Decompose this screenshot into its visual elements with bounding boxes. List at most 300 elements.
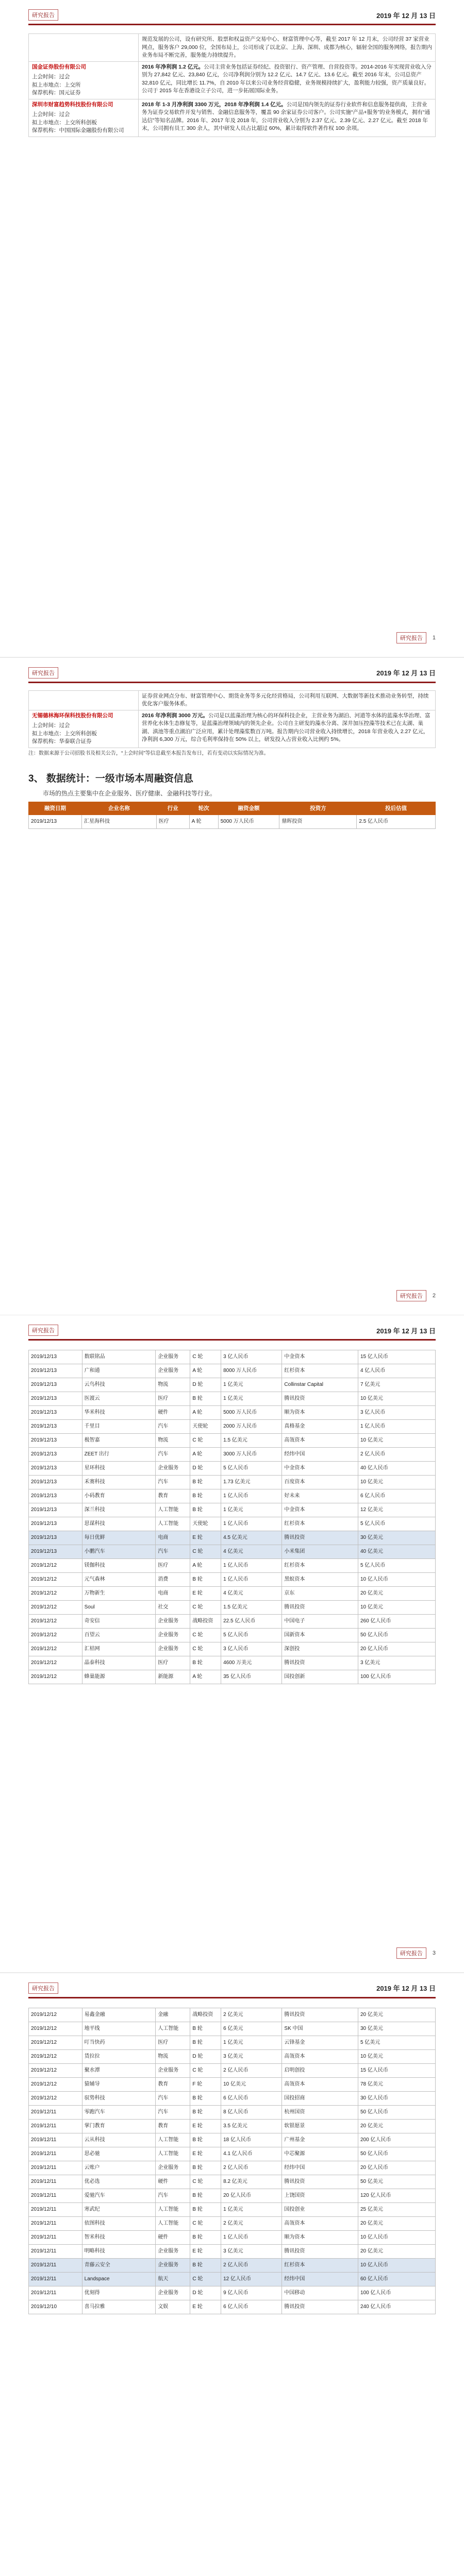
cell-round: A 轮 [190, 1670, 221, 1684]
table-row [29, 2008, 436, 2022]
cell-industry: 人工智能 [156, 2147, 190, 2161]
cell-industry: 企业服务 [156, 1350, 190, 1364]
cell-company: 万物新生 [82, 1587, 156, 1601]
company-desc-cell [139, 690, 436, 710]
page-header [28, 6, 436, 25]
cell-valuation: 20 亿人民币 [358, 1642, 435, 1656]
cell-amount: 3.5 亿美元 [221, 2119, 282, 2133]
cell-valuation: 5 亿人民币 [358, 1559, 435, 1573]
desc-highlight: 2016 年净利润 1.2 亿元。 [142, 63, 204, 70]
company-name: 国金证券股份有限公司 [32, 63, 86, 70]
cell-investor: 百度资本 [282, 1476, 358, 1489]
cell-date: 2019/12/13 [29, 1420, 82, 1434]
cell-date: 2019/12/12 [29, 2036, 82, 2049]
cell-investor: 红杉资本 [282, 1364, 358, 1378]
table-header-row [29, 802, 436, 815]
table-row [29, 1670, 436, 1684]
cell-investor: 高瓴资本 [282, 2049, 358, 2063]
cell-date: 2019/12/11 [29, 2230, 82, 2244]
desc-text: 规范发展的公司，设有研究所、股票和权益资产交易中心、财富管理中心等，截至 2017 年 12 月末，公司经营 37 家营业网点，服务客户 29,000 位， [142, 36, 429, 50]
cell-industry: 电商 [156, 1587, 190, 1601]
company-info-cell [29, 690, 139, 710]
cell-date: 2019/12/12 [29, 2063, 82, 2077]
cell-amount: 22.5 亿人民币 [221, 1615, 282, 1629]
cell-valuation: 25 亿美元 [358, 2202, 435, 2216]
cell-investor: 红杉资本 [282, 2258, 358, 2272]
column-header: 行业 [156, 802, 189, 815]
page-number: 3 [432, 1950, 436, 1956]
cell-investor: 真格基金 [282, 1420, 358, 1434]
cell-amount: 1 亿人民币 [221, 2230, 282, 2244]
desc-text: 公司是国内领先的证券行业软件和信息服务提供商，主营业务为证券交易软件开发与销售、金融信息服务等，覆盖 90 余家证券公司客户。 [142, 101, 427, 115]
cell-amount: 1.5 亿美元 [221, 1434, 282, 1448]
cell-investor: 腾讯投资 [282, 1601, 358, 1615]
cell-company: 聚水潭 [82, 2063, 156, 2077]
cell-company: 掌门教育 [82, 2119, 156, 2133]
cell-valuation: 10 亿人民币 [358, 1573, 435, 1587]
desc-highlight: 2018 年 1-3 月净利润 3300 万元，2018 年净利润 1.4 亿元。 [142, 101, 287, 108]
page-number: 1 [432, 635, 436, 641]
company-meta: 保荐机构：华泰联合证券 [32, 738, 92, 744]
table-row [29, 2049, 436, 2063]
cell-industry: 物流 [156, 1434, 190, 1448]
report-logo: 研究报告 [28, 9, 58, 21]
cell-round: B 轮 [190, 2133, 221, 2147]
table-row [29, 1420, 436, 1434]
cell-valuation: 50 亿人民币 [358, 2147, 435, 2161]
cell-amount: 4 亿美元 [221, 1545, 282, 1559]
cell-round: B 轮 [190, 1573, 221, 1587]
ipo-company-table [28, 690, 436, 748]
cell-valuation: 10 亿美元 [358, 1476, 435, 1489]
company-info-cell [29, 710, 139, 748]
cell-round: A 轮 [190, 1406, 221, 1420]
cell-amount: 8 亿人民币 [221, 2105, 282, 2119]
cell-amount: 12 亿人民币 [221, 2272, 282, 2286]
cell-amount: 3000 万人民币 [221, 1448, 282, 1462]
cell-investor: 国投创新 [282, 1670, 358, 1684]
cell-amount: 4 亿美元 [221, 1587, 282, 1601]
cell-investor: 中国移动 [282, 2286, 358, 2300]
table-row [29, 2077, 436, 2091]
cell-investor: SK 中国 [282, 2022, 358, 2036]
cell-industry: 文娱 [156, 2300, 190, 2314]
cell-valuation: 30 亿美元 [358, 2022, 435, 2036]
cell-valuation: 10 亿美元 [358, 1434, 435, 1448]
table-row [29, 2133, 436, 2147]
cell-industry: 企业服务 [156, 2063, 190, 2077]
cell-date: 2019/12/11 [29, 2189, 82, 2202]
column-header: 融资日期 [29, 802, 82, 815]
report-date: 2019 年 12 月 13 日 [376, 1985, 436, 1992]
cell-round: E 轮 [190, 1531, 221, 1545]
cell-valuation: 5 亿美元 [358, 2036, 435, 2049]
cell-amount: 20 亿人民币 [221, 2189, 282, 2202]
table-row [29, 1406, 436, 1420]
table-row [29, 1462, 436, 1476]
cell-date: 2019/12/12 [29, 2077, 82, 2091]
cell-investor: 腾讯投资 [282, 1392, 358, 1406]
page-header [28, 664, 436, 683]
cell-company: 汇桔网 [82, 1642, 156, 1656]
table-row [29, 2091, 436, 2105]
company-meta: 上会时间：过会 [32, 722, 70, 728]
cell-investor: 广州基金 [282, 2133, 358, 2147]
cell-industry: 汽车 [156, 2091, 190, 2105]
cell-industry: 电商 [156, 1531, 190, 1545]
desc-text: 报告期内业务布局不断完善，服务能力持续提升。 [142, 44, 432, 58]
cell-valuation: 100 亿人民币 [358, 2286, 435, 2300]
company-desc-cell [139, 34, 436, 62]
table-row [29, 2216, 436, 2230]
cell-round: B 轮 [190, 2189, 221, 2202]
cell-valuation: 50 亿美元 [358, 2175, 435, 2189]
cell-investor: 上饶国资 [282, 2189, 358, 2202]
cell-round: C 轮 [190, 2175, 221, 2189]
company-name: 无锡德林海环保科技股份有限公司 [32, 712, 113, 719]
cell-company: 明略科技 [82, 2244, 156, 2258]
cell-valuation: 10 亿美元 [358, 1392, 435, 1406]
table-row [29, 1615, 436, 1629]
cell-valuation: 3 亿人民币 [358, 1406, 435, 1420]
cell-date: 2019/12/12 [29, 1670, 82, 1684]
cell-industry: 企业服务 [156, 1642, 190, 1656]
cell-investor: 红杉资本 [282, 1559, 358, 1573]
report-logo: 研究报告 [28, 1325, 58, 1336]
cell-valuation: 10 亿美元 [358, 1601, 435, 1615]
desc-text: 公司自主研发的藻水分离、深井加压控藻等技术已在太湖、巢湖、滇池等重点湖泊广泛应用，累计处理藻浆数百万吨。 [142, 720, 423, 735]
table-row [29, 2063, 436, 2077]
table-container [28, 2008, 436, 2314]
cell-valuation: 20 亿人民币 [358, 2161, 435, 2175]
cell-date: 2019/12/13 [29, 1406, 82, 1420]
cell-date: 2019/12/10 [29, 2300, 82, 2314]
cell-industry: 新能源 [156, 1670, 190, 1684]
desc-highlight: 2016 年净利润 3000 万元。 [142, 712, 208, 719]
cell-industry: 企业服务 [156, 1629, 190, 1642]
cell-industry: 硬件 [156, 1406, 190, 1420]
cell-date: 2019/12/12 [29, 1587, 82, 1601]
cell-industry: 教育 [156, 2077, 190, 2091]
column-header: 轮次 [189, 802, 218, 815]
cell-investor: 京东 [282, 1587, 358, 1601]
cell-investor: 黑蚁资本 [282, 1573, 358, 1587]
report-logo: 研究报告 [28, 1982, 58, 1994]
company-row [29, 61, 436, 99]
cell-amount: 2 亿人民币 [221, 2258, 282, 2272]
cell-round: 天使轮 [190, 1420, 221, 1434]
cell-valuation: 10 亿人民币 [358, 2258, 435, 2272]
cell-valuation: 4 亿人民币 [358, 1364, 435, 1378]
cell-company: 晶泰科技 [82, 1656, 156, 1670]
cell-date: 2019/12/11 [29, 2272, 82, 2286]
cell-industry: 人工智能 [156, 1517, 190, 1531]
cell-investor: 好未来 [282, 1489, 358, 1503]
cell-date: 2019/12/11 [29, 2175, 82, 2189]
cell-investor: 云锋基金 [282, 2036, 358, 2049]
cell-valuation: 260 亿人民币 [358, 1615, 435, 1629]
cell-round: A 轮 [189, 815, 218, 828]
cell-investor: 顺为资本 [282, 1406, 358, 1420]
cell-investor: 国投招商 [282, 2091, 358, 2105]
cell-investor: 中金资本 [282, 1462, 358, 1476]
table-row [29, 2147, 436, 2161]
company-meta: 上会时间：过会 [32, 111, 70, 117]
cell-industry: 物流 [156, 1378, 190, 1392]
cell-date: 2019/12/12 [29, 1573, 82, 1587]
table-row [29, 2175, 436, 2189]
cell-date: 2019/12/13 [29, 1476, 82, 1489]
desc-text: 公司利用互联网、大数据等新技术推动业务转型，持续优化客户服务体系。 [142, 692, 429, 707]
cell-amount: 1 亿人民币 [221, 1517, 282, 1531]
cell-industry: 汽车 [156, 1448, 190, 1462]
cell-amount: 6 亿美元 [221, 2022, 282, 2036]
cell-investor: 中国电子 [282, 1615, 358, 1629]
company-desc-cell [139, 710, 436, 748]
cell-round: B 轮 [190, 1656, 221, 1670]
cell-company: 地平线 [82, 2022, 156, 2036]
cell-company: 思谋科技 [82, 1517, 156, 1531]
cell-date: 2019/12/11 [29, 2202, 82, 2216]
cell-valuation: 78 亿美元 [358, 2077, 435, 2091]
cell-company: 奇安信 [82, 1615, 156, 1629]
cell-investor: Collinstar Capital [282, 1378, 358, 1392]
cell-company: 禾赛科技 [82, 1476, 156, 1489]
cell-company: 汇星海科技 [82, 815, 157, 828]
company-meta: 保荐机构：中国国际金融股份有限公司 [32, 127, 124, 133]
financing-table [28, 2008, 436, 2314]
cell-company: 青藤云安全 [82, 2258, 156, 2272]
cell-industry: 医疗 [156, 1392, 190, 1406]
cell-round: B 轮 [190, 2230, 221, 2244]
cell-date: 2019/12/13 [29, 1392, 82, 1406]
cell-industry: 航天 [156, 2272, 190, 2286]
cell-company: 云账户 [82, 2161, 156, 2175]
cell-industry: 人工智能 [156, 1503, 190, 1517]
cell-amount: 2 亿人民币 [221, 2063, 282, 2077]
cell-round: B 轮 [190, 1489, 221, 1503]
table-row [29, 815, 436, 828]
cell-round: C 轮 [190, 1434, 221, 1448]
cell-company: Landspace [82, 2272, 156, 2286]
cell-company: 极智嘉 [82, 1434, 156, 1448]
table-row [29, 2230, 436, 2244]
company-row [29, 34, 436, 62]
table-row [29, 2161, 436, 2175]
table-row [29, 2036, 436, 2049]
cell-company: 思必驰 [82, 2147, 156, 2161]
cell-industry: 硬件 [156, 2230, 190, 2244]
desc-text: 证券营业网点分布、财富管理中心、期货业务等多元化经营格局， [142, 692, 299, 699]
table-row [29, 1392, 436, 1406]
table-row [29, 1448, 436, 1462]
cell-investor: 小米集团 [282, 1545, 358, 1559]
cell-round: B 轮 [190, 2105, 221, 2119]
cell-valuation: 50 亿人民币 [358, 1629, 435, 1642]
cell-investor: 腾讯投资 [282, 1531, 358, 1545]
cell-amount: 18 亿人民币 [221, 2133, 282, 2147]
cell-industry: 企业服务 [156, 2258, 190, 2272]
cell-round: B 轮 [190, 2036, 221, 2049]
cell-date: 2019/12/13 [29, 1462, 82, 1476]
cell-date: 2019/12/11 [29, 2258, 82, 2272]
cell-investor: 腾讯投资 [282, 1656, 358, 1670]
cell-round: B 轮 [190, 1503, 221, 1517]
desc-text: 公司主营业务包括证券经纪、投资银行、资产管理、自营投资等。2014-2016 年实现营业收入分别为 27,842 亿元、23,840 亿元，公司净利润分别为 12.2 亿元、14.7 亿元、13.6 亿元。 [142, 63, 432, 78]
cell-date: 2019/12/13 [29, 1364, 82, 1378]
cell-valuation: 50 亿人民币 [358, 2105, 435, 2119]
cell-company: 华米科技 [82, 1406, 156, 1420]
cell-round: B 轮 [190, 1476, 221, 1489]
cell-valuation: 10 亿美元 [358, 2049, 435, 2063]
cell-company: 优刻得 [82, 2286, 156, 2300]
cell-round: C 轮 [190, 2216, 221, 2230]
cell-valuation: 120 亿人民币 [358, 2189, 435, 2202]
desc-text: 报告期内公司营业收入持续增长，2018 年营业收入 2.27 亿元，净利润 6,300 万元，综合毛利率保持在 50% 以上，研发投入占营业收入比例约 5%。 [142, 728, 429, 742]
company-meta: 拟上市地点：上交所科创板 [32, 119, 97, 126]
cell-date: 2019/12/12 [29, 1615, 82, 1629]
cell-company: 数联铭品 [82, 1350, 156, 1364]
cell-amount: 5000 万人民币 [221, 1406, 282, 1420]
footer-logo: 研究报告 [396, 632, 426, 643]
cell-amount: 4600 万美元 [221, 1656, 282, 1670]
cell-date: 2019/12/12 [29, 1656, 82, 1670]
cell-industry: 企业服务 [156, 1462, 190, 1476]
cell-company: 广和通 [82, 1364, 156, 1378]
cell-company: 爱驰汽车 [82, 2189, 156, 2202]
cell-investor: 腾讯投资 [282, 2244, 358, 2258]
cell-company: 喜马拉雅 [82, 2300, 156, 2314]
cell-valuation: 10 亿人民币 [358, 2230, 435, 2244]
cell-round: E 轮 [190, 2119, 221, 2133]
cell-date: 2019/12/12 [29, 2008, 82, 2022]
table-row [29, 1364, 436, 1378]
desc-text: 全国布局上，公司形成了以北京、上海、深圳、成都为核心，辐射全国的服务网络， [210, 44, 410, 50]
cell-industry: 汽车 [156, 2105, 190, 2119]
table-row [29, 2272, 436, 2286]
cell-amount: 3 亿人民币 [221, 1350, 282, 1364]
cell-amount: 2 亿人民币 [221, 2161, 282, 2175]
cell-investor: 中金资本 [282, 1503, 358, 1517]
cell-investor: 启明创投 [282, 2063, 358, 2077]
cell-date: 2019/12/11 [29, 2119, 82, 2133]
company-name: 深圳市财富趋势科技股份有限公司 [32, 101, 113, 108]
cell-industry: 企业服务 [156, 1364, 190, 1378]
cell-amount: 35 亿人民币 [221, 1670, 282, 1684]
cell-round: D 轮 [190, 2286, 221, 2300]
cell-date: 2019/12/13 [29, 1545, 82, 1559]
cell-amount: 9 亿人民币 [221, 2286, 282, 2300]
cell-investor: 经纬中国 [282, 2161, 358, 2175]
table-row [29, 1378, 436, 1392]
table-row [29, 1601, 436, 1615]
cell-company: 元气森林 [82, 1573, 156, 1587]
cell-investor: 经纬中国 [282, 1448, 358, 1462]
cell-round: E 轮 [190, 2244, 221, 2258]
cell-industry: 医疗 [156, 815, 189, 828]
cell-valuation: 20 亿美元 [358, 2244, 435, 2258]
cell-valuation: 30 亿人民币 [358, 2091, 435, 2105]
company-desc-cell [139, 61, 436, 99]
cell-round: C 轮 [190, 1350, 221, 1364]
cell-round: C 轮 [190, 1642, 221, 1656]
cell-round: B 轮 [190, 2022, 221, 2036]
cell-company: 小鹏汽车 [82, 1545, 156, 1559]
cell-valuation: 15 亿人民币 [358, 1350, 435, 1364]
cell-valuation: 7 亿美元 [358, 1378, 435, 1392]
cell-amount: 5 亿人民币 [221, 1629, 282, 1642]
cell-industry: 金融 [156, 2008, 190, 2022]
report-date: 2019 年 12 月 13 日 [376, 11, 436, 20]
cell-valuation: 12 亿美元 [358, 1503, 435, 1517]
cell-round: B 轮 [190, 2258, 221, 2272]
cell-investor: 中金资本 [282, 1350, 358, 1364]
table-row [29, 1642, 436, 1656]
financing-table [28, 802, 436, 829]
cell-round: A 轮 [190, 1559, 221, 1573]
cell-amount: 1 亿美元 [221, 1378, 282, 1392]
cell-date: 2019/12/13 [29, 1531, 82, 1545]
table-row [29, 1559, 436, 1573]
company-row [29, 710, 436, 748]
company-meta: 上会时间：过会 [32, 74, 70, 80]
cell-company: 云从科技 [82, 2133, 156, 2147]
report-page [0, 658, 464, 1315]
cell-round: B 轮 [190, 1392, 221, 1406]
cell-round: D 轮 [190, 1462, 221, 1476]
cell-industry: 企业服务 [156, 2161, 190, 2175]
table-container [28, 1350, 436, 1684]
table-row [29, 2244, 436, 2258]
cell-amount: 5 亿人民币 [221, 1462, 282, 1476]
cell-industry: 医疗 [156, 1656, 190, 1670]
cell-company: 百望云 [82, 1629, 156, 1642]
cell-date: 2019/12/12 [29, 1601, 82, 1615]
cell-industry: 人工智能 [156, 2216, 190, 2230]
cell-industry: 医疗 [156, 1559, 190, 1573]
cell-valuation: 200 亿人民币 [358, 2133, 435, 2147]
cell-date: 2019/12/13 [29, 1350, 82, 1364]
financing-table [28, 1350, 436, 1684]
cell-investor: 顺为资本 [282, 2230, 358, 2244]
cell-investor: 杭州国资 [282, 2105, 358, 2119]
desc-text: 公司实施“产品+服务”的业务模式，拥有“通达信”等知名品牌。2016 年、2017 年及 2018 年，公司营业收入分别为 2.37 亿元、2.39 亿元、2.27 亿元。 [142, 109, 430, 124]
column-header: 融资金额 [218, 802, 279, 815]
cell-company: 每日优鲜 [82, 1531, 156, 1545]
cell-industry: 人工智能 [156, 2022, 190, 2036]
cell-date: 2019/12/13 [29, 815, 82, 828]
column-header: 投后估值 [357, 802, 436, 815]
cell-amount: 1.5 亿美元 [221, 1601, 282, 1615]
table-row [29, 2105, 436, 2119]
table-row [29, 1573, 436, 1587]
cell-valuation: 20 亿美元 [358, 2216, 435, 2230]
cell-amount: 3 亿人民币 [221, 1642, 282, 1656]
cell-amount: 8.2 亿美元 [221, 2175, 282, 2189]
table-row [29, 2202, 436, 2216]
cell-amount: 8000 万人民币 [221, 1364, 282, 1378]
page-number: 2 [432, 1292, 436, 1299]
cell-date: 2019/12/11 [29, 2105, 82, 2119]
cell-date: 2019/12/11 [29, 2244, 82, 2258]
cell-investor: 腾讯投资 [282, 2300, 358, 2314]
cell-company: 云鸟科技 [82, 1378, 156, 1392]
cell-industry: 消费 [156, 1573, 190, 1587]
cell-round: A 轮 [190, 1448, 221, 1462]
cell-company: 千里目 [82, 1420, 156, 1434]
cell-valuation: 60 亿人民币 [358, 2272, 435, 2286]
cell-amount: 1 亿美元 [221, 1392, 282, 1406]
